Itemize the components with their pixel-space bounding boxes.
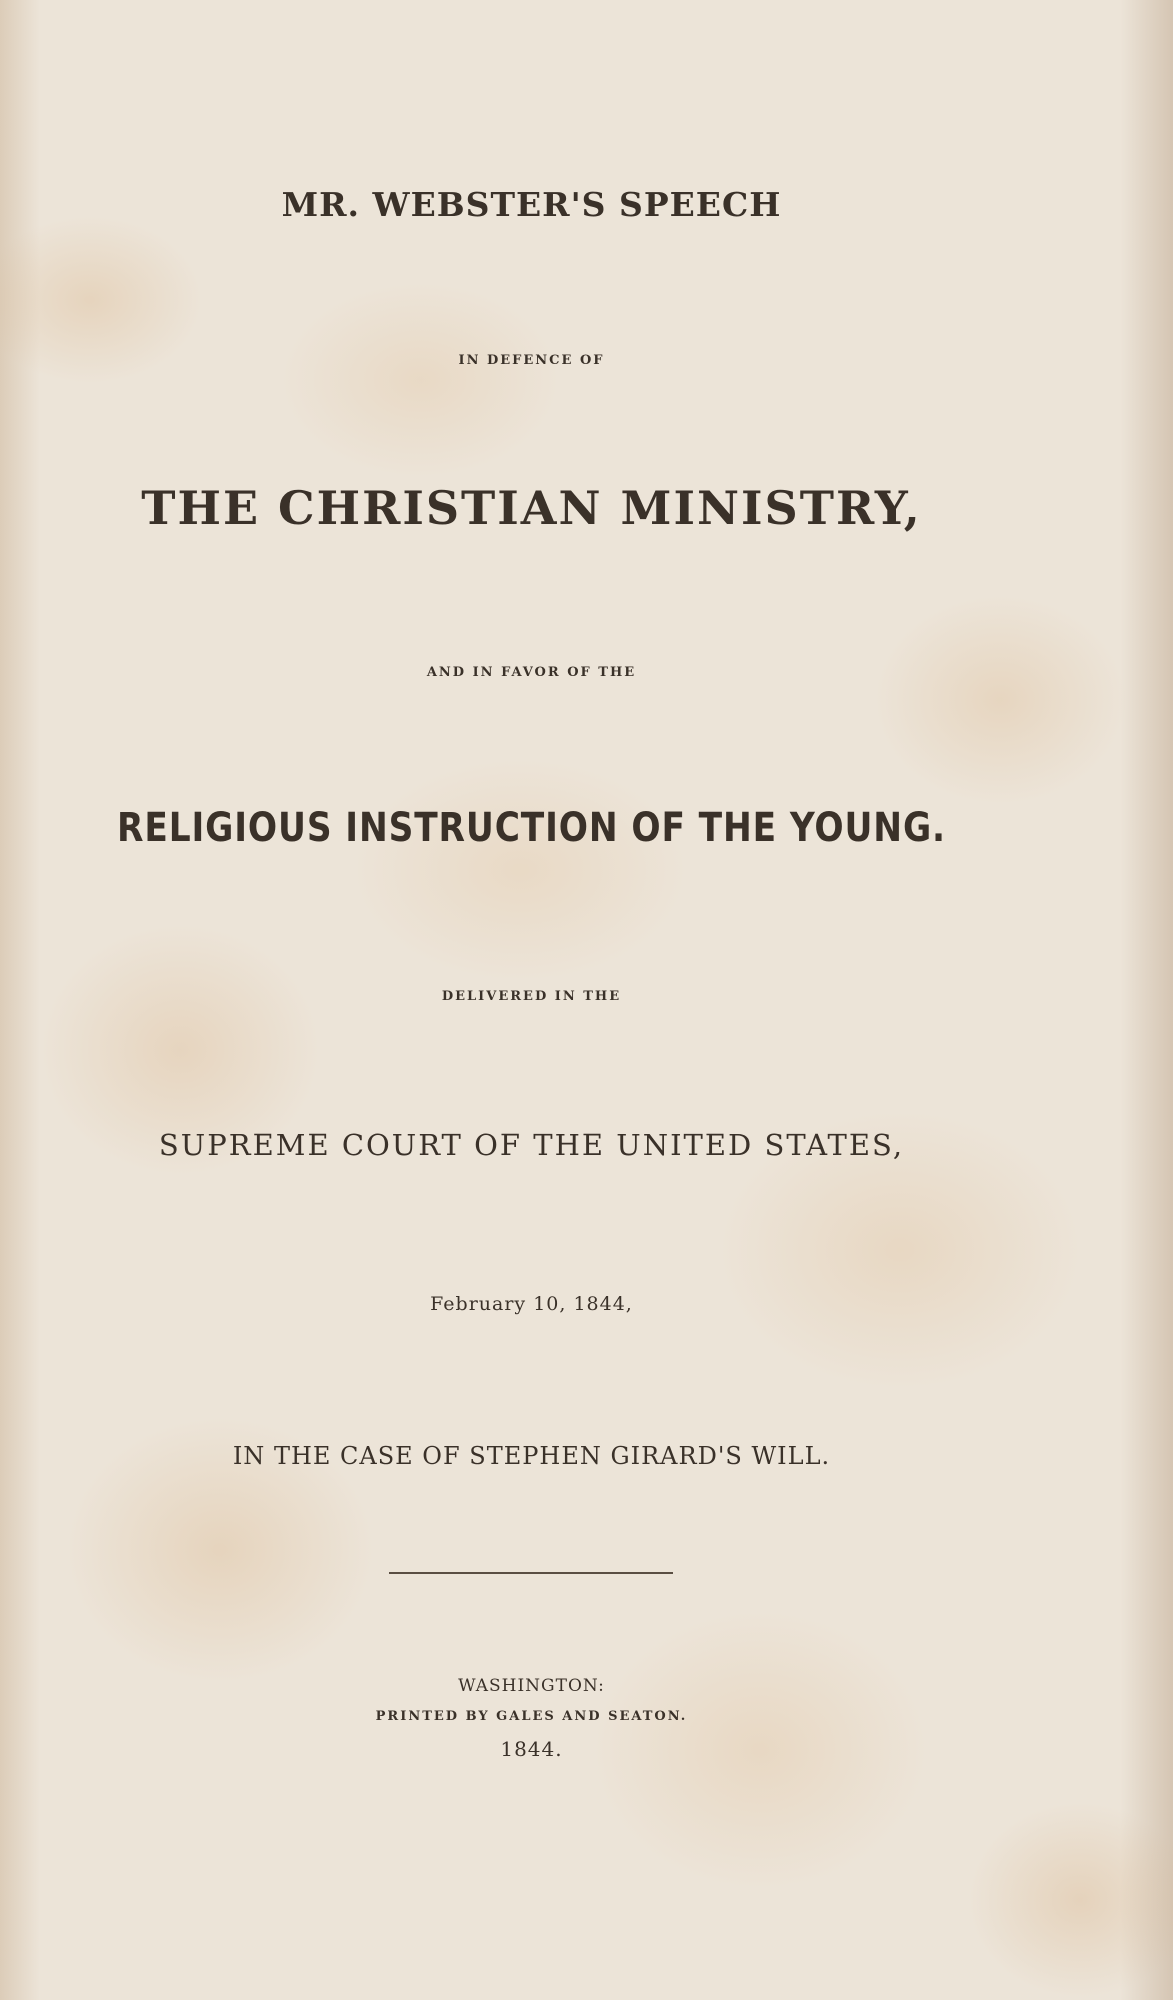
page-title: MR. WEBSTER'S SPEECH xyxy=(281,185,782,224)
subtitle-delivered-in: DELIVERED IN THE xyxy=(441,989,622,1004)
subtitle-in-favor-of: AND IN FAVOR OF THE xyxy=(426,665,637,680)
divider-rule xyxy=(389,1572,673,1574)
speech-date: February 10, 1844, xyxy=(430,1293,633,1315)
imprint-printer: PRINTED BY GALES AND SEATON. xyxy=(375,1709,688,1724)
heading-religious-instruction: RELIGIOUS INSTRUCTION OF THE YOUNG. xyxy=(117,805,946,851)
heading-supreme-court: SUPREME COURT OF THE UNITED STATES, xyxy=(158,1128,905,1162)
imprint-year: 1844. xyxy=(500,1737,563,1761)
subtitle-in-defence-of: IN DEFENCE OF xyxy=(458,353,605,368)
heading-christian-ministry: THE CHRISTIAN MINISTRY, xyxy=(141,481,922,535)
case-line: IN THE CASE OF STEPHEN GIRARD'S WILL. xyxy=(232,1442,831,1470)
imprint-place: WASHINGTON: xyxy=(458,1676,605,1696)
